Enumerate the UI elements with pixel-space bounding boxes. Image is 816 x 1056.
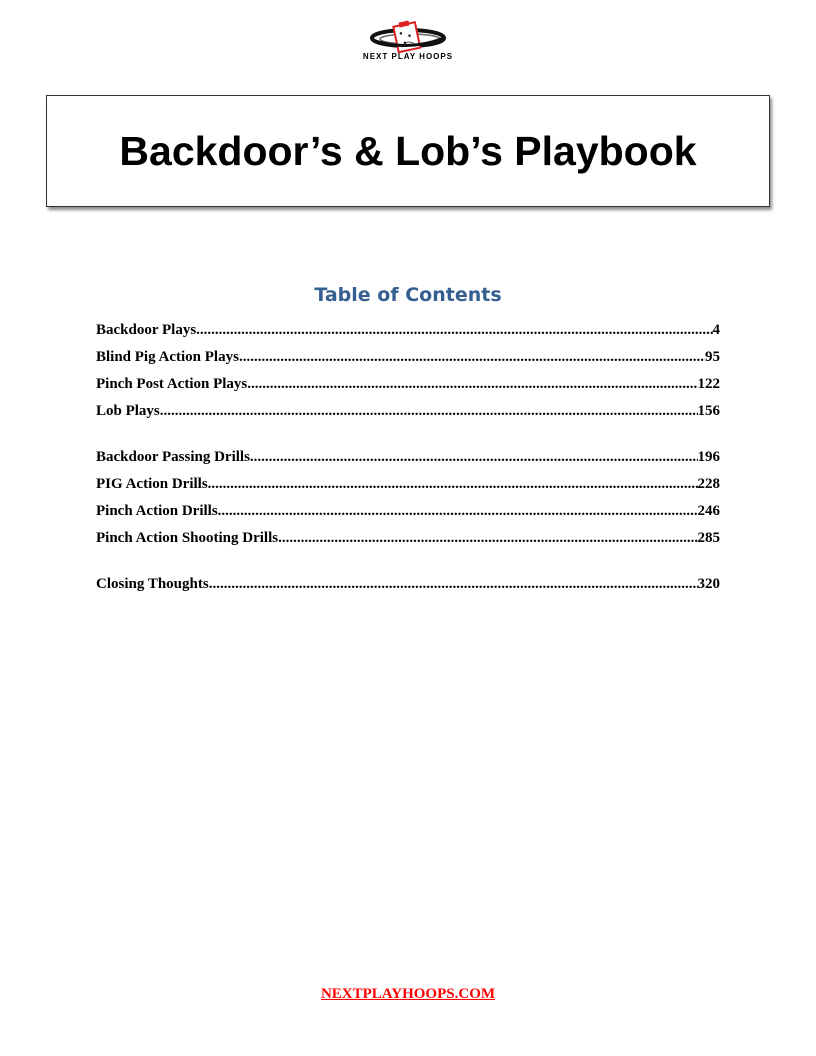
logo-text: NEXT PLAY HOOPS bbox=[362, 52, 454, 61]
toc-entry-blind-pig-action-plays[interactable]: Blind Pig Action Plays ..... 95 bbox=[96, 349, 720, 376]
website-link[interactable]: NEXTPLAYHOOPS.COM bbox=[320, 986, 496, 1002]
toc-entry-backdoor-passing-drills[interactable]: Backdoor Passing Drills ..... 196 bbox=[96, 449, 720, 476]
toc-entry-pig-action-drills[interactable]: PIG Action Drills ..... 228 bbox=[96, 476, 720, 503]
toc-group-gap bbox=[96, 557, 720, 576]
toc-entry-pinch-action-drills[interactable]: Pinch Action Drills ..... 246 bbox=[96, 503, 720, 530]
title-box bbox=[46, 95, 770, 207]
table-of-contents bbox=[96, 322, 720, 603]
toc-entry-pinch-post-action-plays[interactable]: Pinch Post Action Plays ..... 122 bbox=[96, 376, 720, 403]
toc-entry-pinch-action-shooting-drills[interactable]: Pinch Action Shooting Drills ..... 285 bbox=[96, 530, 720, 557]
toc-entry-closing-thoughts[interactable]: Closing Thoughts ..... 320 bbox=[96, 576, 720, 603]
footer bbox=[0, 985, 816, 1003]
toc-entry-lob-plays[interactable]: Lob Plays ..... 156 bbox=[96, 403, 720, 430]
document-title: Backdoor’s & Lob’s Playbook bbox=[119, 127, 697, 174]
toc-group-gap bbox=[96, 430, 720, 449]
toc-entry-backdoor-plays[interactable]: Backdoor Plays ..... 4 bbox=[96, 322, 720, 349]
toc-heading: Table of Contents bbox=[314, 284, 502, 306]
